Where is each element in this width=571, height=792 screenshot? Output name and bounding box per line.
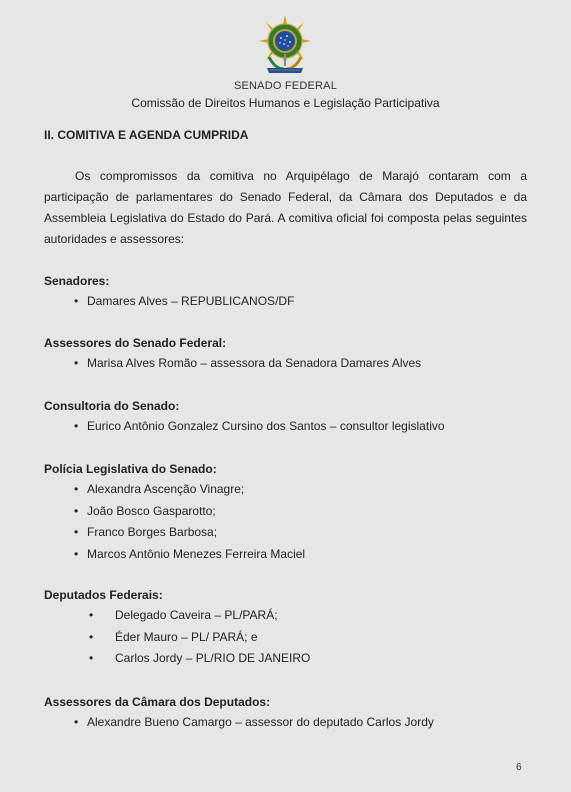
bullet-icon: • — [74, 419, 79, 433]
group-policia-legislativa — [44, 459, 527, 565]
group-title: Assessores do Senado Federal: — [44, 336, 227, 350]
intro-paragraph: Os compromissos da comitiva no Arquipélago de Marajó contaram com a participação de parlamentares do Senado Federal, da Câmara dos Deputados e da Assembleia Legislativa do Estado do Pará. A comitiva oficial foi composta pelas seguintes autoridades e assessores: — [44, 169, 527, 246]
organization-name: SENADO FEDERAL — [233, 80, 338, 92]
committee-name: Comissão de Direitos Humanos e Legislação Participativa — [131, 96, 440, 110]
group-deputados-federais — [44, 585, 527, 670]
list-item — [44, 522, 527, 544]
list-item-text: Alexandre Bueno Camargo – assessor do deputado Carlos Jordy — [87, 715, 434, 729]
bullet-icon: • — [89, 651, 94, 665]
bullet-icon: • — [89, 629, 94, 644]
bullet-icon: • — [74, 525, 79, 539]
group-title: Consultoria do Senado: — [44, 399, 180, 413]
bullet-icon: • — [74, 294, 79, 308]
list-item — [44, 291, 527, 313]
bullet-icon: • — [74, 546, 79, 561]
bullet-icon: • — [74, 482, 79, 496]
section-title: II. COMITIVA E AGENDA CUMPRIDA — [44, 128, 249, 142]
list-item-text: Éder Mauro – PL/ PARÁ; e — [115, 629, 258, 644]
group-title: Polícia Legislativa do Senado: — [44, 462, 217, 476]
list-item-text: Delegado Caveira – PL/PARÁ; — [115, 608, 278, 622]
list-item — [44, 479, 527, 501]
bullet-icon: • — [74, 356, 79, 370]
list-item-text: Marisa Alves Romão – assessora da Senadora Damares Alves — [87, 356, 422, 370]
group-senadores — [44, 271, 527, 313]
list-item-text: Carlos Jordy – PL/RIO DE JANEIRO — [115, 651, 311, 665]
list-item — [44, 605, 527, 627]
list-item — [44, 416, 527, 438]
coat-of-arms-seal — [257, 13, 313, 75]
list-item — [44, 353, 527, 375]
list-item-text: Damares Alves – REPUBLICANOS/DF — [87, 294, 295, 308]
list-item — [44, 544, 527, 566]
bullet-icon: • — [74, 503, 79, 518]
group-consultoria — [44, 396, 527, 438]
list-item-text: Alexandra Ascenção Vinagre; — [87, 482, 245, 496]
group-assessores-camara — [44, 692, 527, 734]
list-item — [44, 501, 527, 523]
group-title: Senadores: — [44, 274, 110, 288]
list-item-text: João Bosco Gasparotto; — [87, 503, 216, 518]
group-title: Assessores da Câmara dos Deputados: — [44, 695, 271, 709]
group-title: Deputados Federais: — [44, 588, 163, 602]
list-item-text: Marcos Antônio Menezes Ferreira Maciel — [87, 546, 306, 561]
list-item-text: Eurico Antônio Gonzalez Cursino dos Santos – consultor legislativo — [87, 419, 445, 433]
bullet-icon: • — [74, 715, 79, 729]
list-item — [44, 648, 527, 670]
bullet-icon: • — [89, 608, 94, 622]
list-item — [44, 712, 527, 734]
group-assessores-senado — [44, 333, 527, 375]
list-item-text: Franco Borges Barbosa; — [87, 525, 218, 539]
page-number: 6 — [516, 762, 522, 773]
list-item — [44, 627, 527, 649]
